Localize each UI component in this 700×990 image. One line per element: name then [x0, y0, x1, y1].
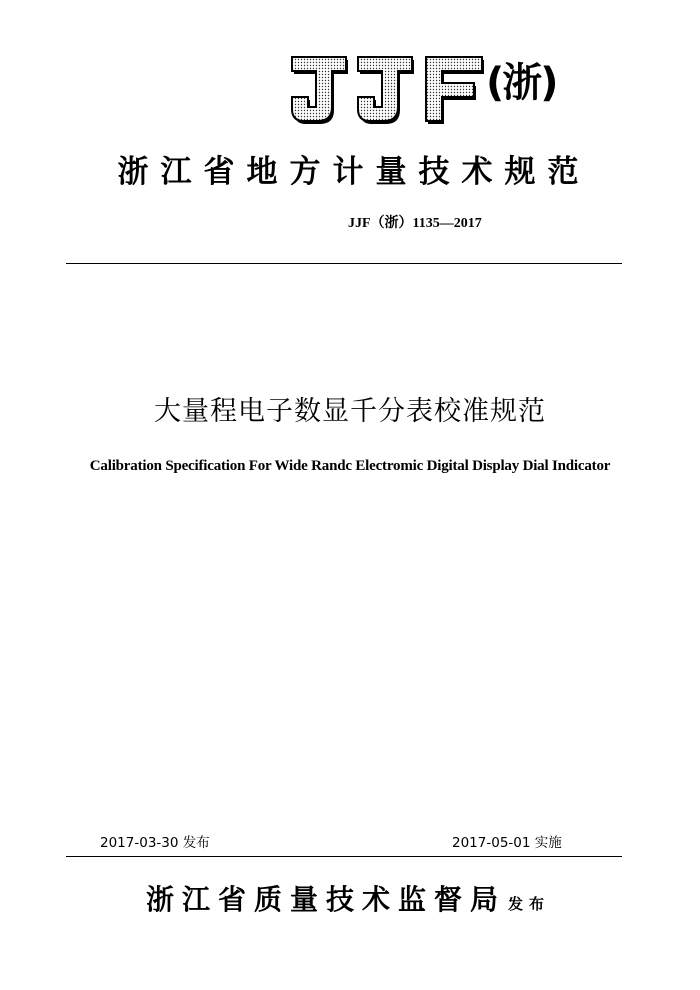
logo-region-text: (浙) [486, 60, 557, 106]
document-title-chinese: 大量程电子数显千分表校准规范 [154, 396, 546, 427]
logo-letter-j1 [292, 57, 348, 124]
issue-date: 2017-03-30 发布 [100, 835, 210, 851]
implementation-date: 2017-05-01 实施 [452, 835, 562, 851]
publisher-line [146, 882, 550, 918]
logo-letter-j2 [358, 57, 414, 124]
jjf-logo-letters [288, 52, 488, 130]
spec-series-title: 浙江省地方计量技术规范 [117, 154, 591, 190]
logo-letter-f [426, 57, 484, 124]
top-divider [66, 263, 622, 264]
document-title-english: Calibration Specification For Wide Randc Electromic Digital Display Dial Indicator [89, 458, 611, 474]
publisher-name: 浙江省质量技术监督局 [146, 883, 507, 916]
bottom-divider [66, 856, 622, 857]
spec-code: JJF（浙）1135—2017 [348, 216, 482, 231]
publisher-suffix: 发布 [508, 895, 551, 913]
